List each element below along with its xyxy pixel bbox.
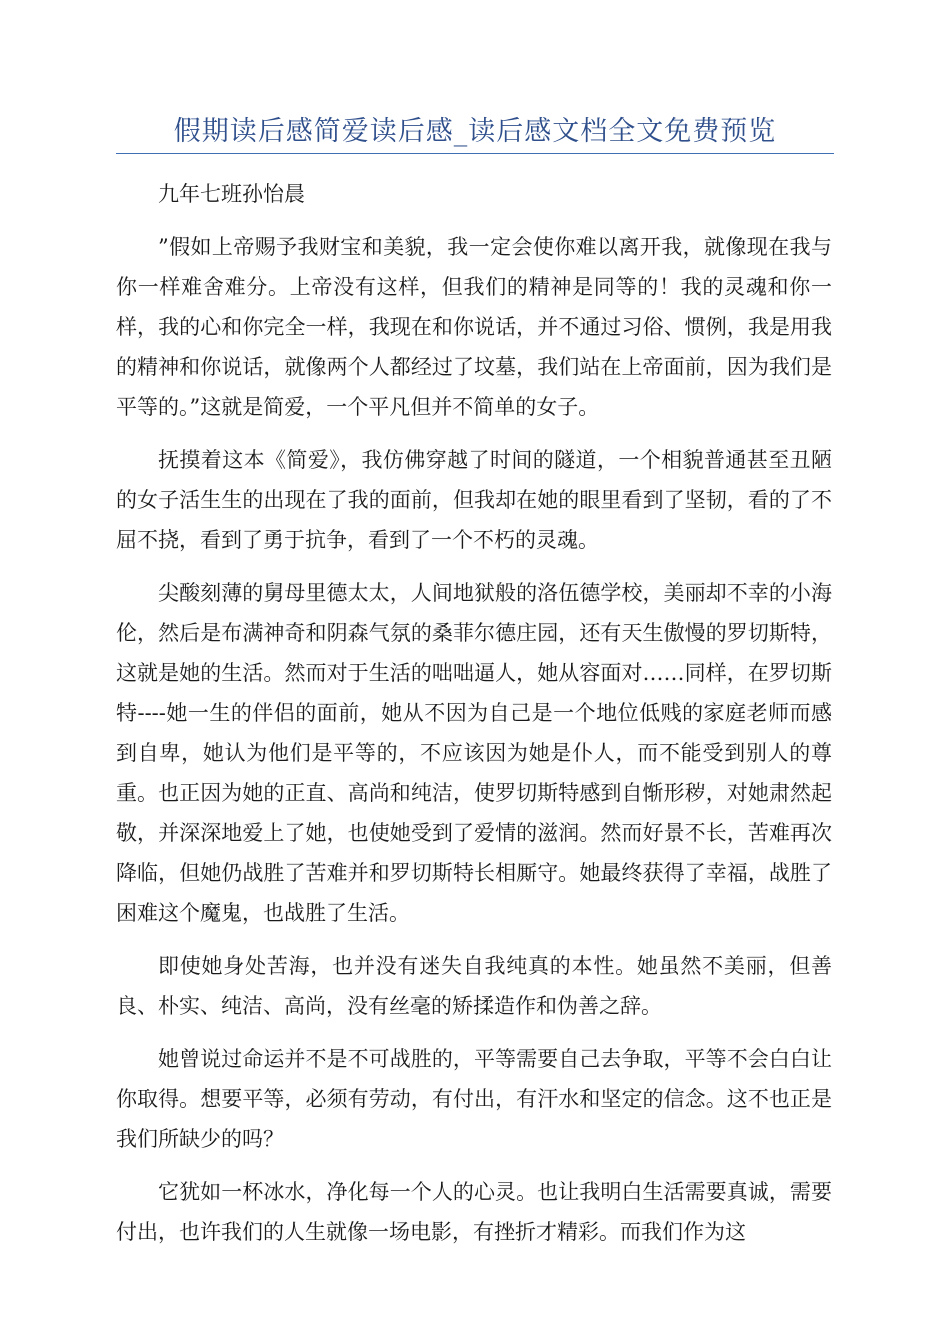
- paragraph-6: 它犹如一杯冰水，净化每一个人的心灵。也让我明白生活需要真诚，需要付出，也许我们的人生就像一场电影，有挫折才精彩。而我们作为这: [116, 1180, 832, 1244]
- document-title: 假期读后感简爱读后感_读后感文档全文免费预览: [173, 116, 777, 147]
- title-underline: [116, 153, 834, 154]
- document-body: [116, 174, 832, 1265]
- paragraph-2: 抚摸着这本《简爱》，我仿佛穿越了时间的隧道，一个相貌普通甚至丑陋的女子活生生的出现在了我的面前，但我却在她的眼里看到了坚韧，看的了不屈不挠，看到了勇于抗争，看到了一个不朽的灵魂。: [116, 448, 832, 552]
- paragraph-4: 即使她身处苦海，也并没有迷失自我纯真的本性。她虽然不美丽，但善良、朴实、纯洁、高尚，没有丝毫的矫揉造作和伪善之辞。: [116, 954, 832, 1018]
- paragraph-5: 她曾说过命运并不是不可战胜的，平等需要自己去争取，平等不会白白让你取得。想要平等，必须有劳动，有付出，有汗水和坚定的信念。这不也正是我们所缺少的吗？: [116, 1047, 832, 1151]
- paragraph-3: 尖酸刻薄的舅母里德太太，人间地狱般的洛伍德学校，美丽却不幸的小海伦，然后是布满神奇和阴森气氛的桑菲尔德庄园，还有天生傲慢的罗切斯特，这就是她的生活。然而对于生活的咄咄逼人，她从容面对……同样，在罗切斯特----她一生的伴侣的面前，她从不因为自己是一个地位低贱的家庭老师而感到自卑，她认为他们是平等的，不应该因为她是仆人，而不能受到别人的尊重。也正因为她的正直、高尚和纯洁，使罗切斯特感到自惭形秽，对她肃然起敬，并深深地爱上了她，也使她受到了爱情的滋润。然而好景不长，苦难再次降临，但她仍战胜了苦难并和罗切斯特长相厮守。她最终获得了幸福，战胜了困难这个魔鬼，也战胜了生活。: [116, 581, 832, 925]
- paragraph-1: ”假如上帝赐予我财宝和美貌，我一定会使你难以离开我，就像现在我与你一样难舍难分。上帝没有这样，但我们的精神是同等的！我的灵魂和你一样，我的心和你完全一样，我现在和你说话，并不通过习俗、惯例，我是用我的精神和你说话，就像两个人都经过了坟墓，我们站在上帝面前，因为我们是平等的。”这就是简爱，一个平凡但并不简单的女子。: [116, 235, 832, 419]
- author-line: 九年七班孙怡晨: [158, 182, 305, 206]
